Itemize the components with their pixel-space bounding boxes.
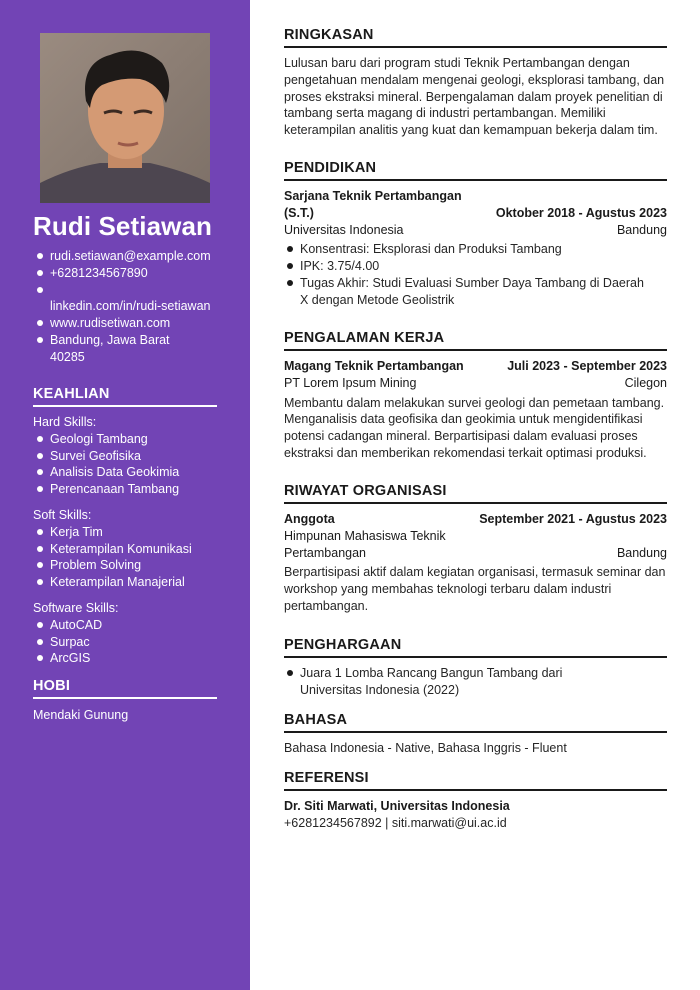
languages-section: [284, 712, 667, 757]
education-degree-line2: (S.T.): [284, 205, 314, 220]
organization-name-row1: [284, 528, 667, 545]
education-school-row: [284, 222, 667, 239]
candidate-name: Rudi Setiawan: [33, 211, 212, 241]
experience-company: PT Lorem Ipsum Mining: [284, 375, 417, 390]
reference-name: Dr. Siti Marwati, Universitas Indonesia: [284, 799, 510, 813]
education-title: PENDIDIKAN: [284, 160, 667, 181]
education-details: [284, 241, 667, 308]
languages-text: Bahasa Indonesia - Native, Bahasa Inggris - Fluent: [284, 741, 567, 755]
organization-section: [284, 483, 667, 615]
experience-dates: Juli 2023 - September 2023: [507, 359, 667, 373]
organization-title: RIWAYAT ORGANISASI: [284, 483, 667, 504]
contact-website[interactable]: www.rudisetiwan.com: [33, 315, 223, 332]
references-title: REFERENSI: [284, 770, 667, 791]
education-degree-dates-row: [284, 205, 667, 222]
contact-linkedin[interactable]: [33, 282, 223, 316]
experience-description: Membantu dalam melakukan survei geologi dan pemetaan tambang. Menganalisis data geofisika dan geokimia untuk mengidentifikasi potensi cadangan mineral. Berpartisipasi dalam evaluasi proses ekstraksi dan memberikan rekomendasi terkait optimasi produksi.: [284, 395, 665, 460]
contact-linkedin-text[interactable]: linkedin.com/in/rudi-setiawan: [50, 299, 211, 314]
experience-location: Cilegon: [624, 375, 667, 390]
organization-dates: September 2021 - Agustus 2023: [479, 512, 667, 526]
skill-item: Problem Solving: [33, 557, 217, 574]
skill-item: Perencanaan Tambang: [33, 481, 217, 498]
skills-section: [33, 386, 217, 667]
skill-item: Analisis Data Geokimia: [33, 464, 217, 481]
skill-item: ArcGIS: [33, 650, 217, 667]
organization-description: Berpartisipasi aktif dalam kegiatan organisasi, termasuk seminar dan workshop yang membahas teknologi terbaru dalam industri pertambangan.: [284, 565, 666, 613]
summary-section: [284, 27, 667, 139]
organization-name-line2: Pertambangan: [284, 545, 367, 560]
experience-company-row: [284, 375, 667, 392]
skill-item: Kerja Tim: [33, 524, 217, 541]
experience-role: Magang Teknik Pertambangan: [284, 359, 464, 373]
education-detail-item: Tugas Akhir: Studi Evaluasi Sumber Daya Tambang di Daerah X dengan Metode Geolistrik: [284, 275, 667, 309]
awards-list: [284, 665, 667, 699]
awards-title: PENGHARGAAN: [284, 637, 667, 658]
reference-contact: +6281234567892 | siti.marwati@ui.ac.id: [284, 815, 507, 830]
education-location: Bandung: [616, 222, 667, 237]
education-detail-item: Konsentrasi: Eksplorasi dan Produksi Tambang: [284, 241, 667, 258]
skills-title: KEAHLIAN: [33, 386, 217, 407]
references-section: [284, 770, 667, 832]
hobby-text: Mendaki Gunung: [33, 708, 129, 722]
skill-item: Keterampilan Manajerial: [33, 574, 217, 591]
hobby-title: HOBI: [33, 678, 217, 699]
hard-skills-label: Hard Skills:: [33, 415, 97, 429]
award-item: Juara 1 Lomba Rancang Bangun Tambang dari Universitas Indonesia (2022): [284, 665, 627, 699]
organization-name-line1: Himpunan Mahasiswa Teknik: [284, 528, 446, 543]
organization-location: Bandung: [616, 545, 667, 560]
contact-address: Bandung, Jawa Barat 40285: [33, 332, 223, 366]
skill-item: Surpac: [33, 634, 217, 651]
hard-skills-list: [33, 431, 217, 498]
awards-section: [284, 637, 667, 699]
education-school: Universitas Indonesia: [284, 222, 404, 237]
profile-photo-icon: [40, 33, 210, 203]
education-section: [284, 160, 667, 309]
skill-item: AutoCAD: [33, 617, 217, 634]
languages-title: BAHASA: [284, 712, 667, 733]
skill-item: Geologi Tambang: [33, 431, 217, 448]
education-detail-item: IPK: 3.75/4.00: [284, 258, 667, 275]
education-degree-row: [284, 188, 667, 205]
contact-list: [33, 248, 223, 366]
education-dates: Oktober 2018 - Agustus 2023: [495, 205, 667, 220]
experience-role-row: [284, 358, 667, 375]
profile-photo: [40, 33, 210, 203]
experience-section: [284, 330, 667, 462]
summary-title: RINGKASAN: [284, 27, 667, 48]
software-skills-list: [33, 617, 217, 667]
soft-skills-list: [33, 524, 217, 591]
contact-email[interactable]: rudi.setiawan@example.com: [33, 248, 223, 265]
hobby-section: [33, 678, 217, 724]
skill-item: Keterampilan Komunikasi: [33, 541, 217, 558]
organization-name-row2: [284, 545, 667, 562]
soft-skills-label: Soft Skills:: [33, 507, 92, 522]
organization-role-row: [284, 511, 667, 528]
organization-role: Anggota: [284, 512, 335, 526]
summary-text: Lulusan baru dari program studi Teknik Pertambangan dengan pengetahuan mendalam mengenai geologi, eksplorasi tambang, dan proses ekstraksi mineral. Berpengalaman dalam proyek penelitian di tambang serta magang di industri pertambangan. Memiliki keterampilan analitis yang kuat dan kemampuan bekerja dalam tim.: [284, 56, 665, 138]
contact-phone: +6281234567890: [33, 265, 223, 282]
sidebar: [0, 0, 250, 990]
education-degree-line1: Sarjana Teknik Pertambangan: [284, 189, 462, 203]
skill-item: Survei Geofisika: [33, 448, 217, 465]
software-skills-label: Software Skills:: [33, 600, 119, 615]
experience-title: PENGALAMAN KERJA: [284, 330, 667, 351]
